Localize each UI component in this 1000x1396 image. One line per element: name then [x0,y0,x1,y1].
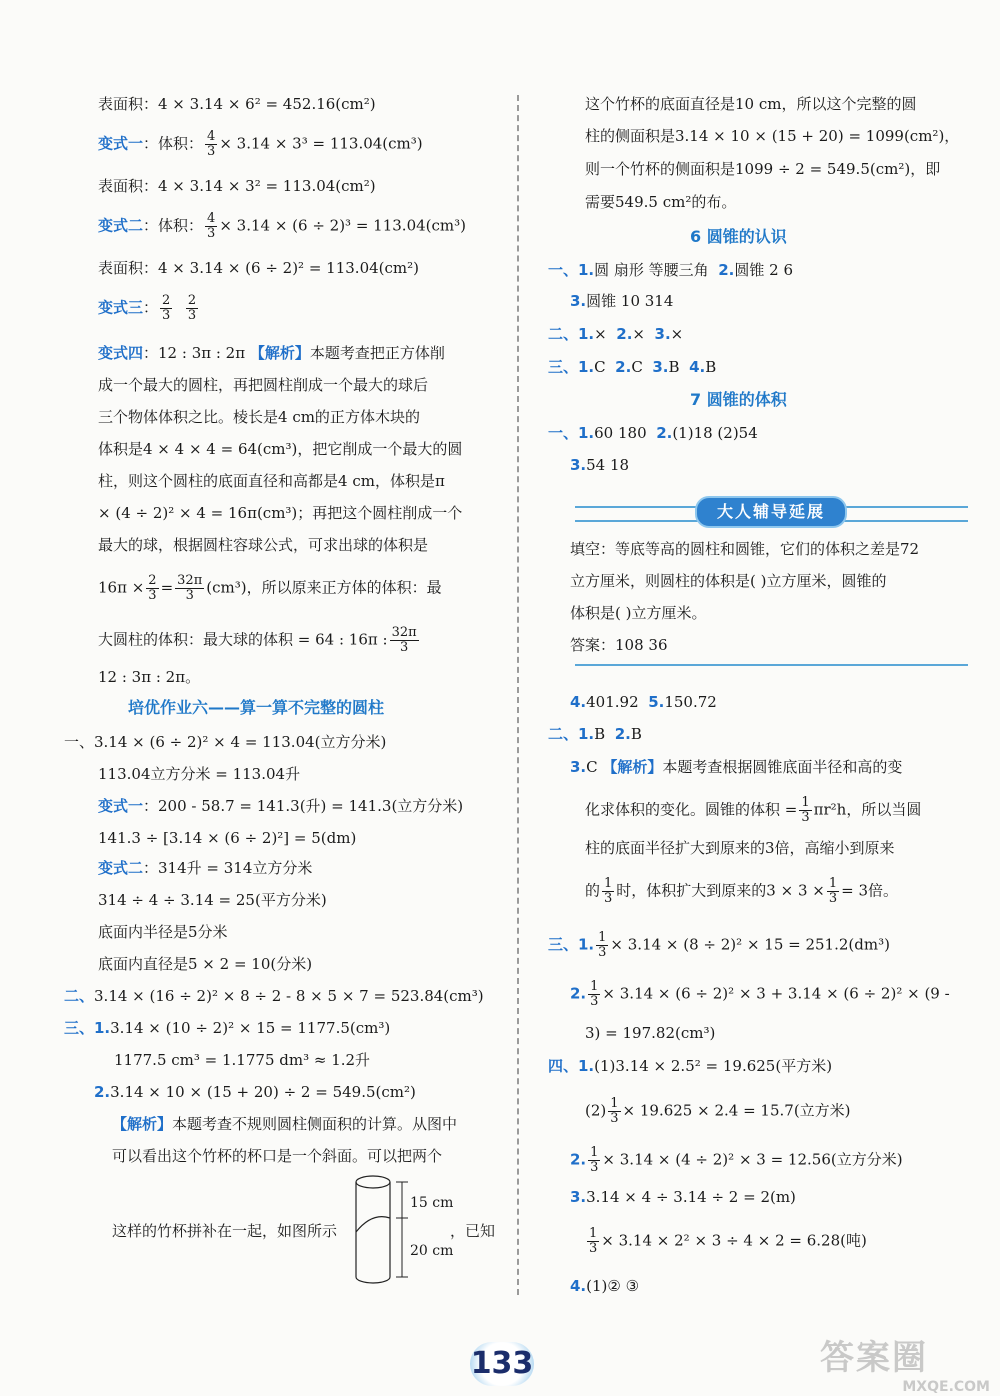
line: 3) = 197.82(cm³) [585,1024,716,1042]
line: (2) $\frac{1}{3}$ × 19.625 × 2.4 = 15.7(立方米) [585,1096,851,1126]
watermark: 答案圈 MXQE.COM [820,1338,990,1395]
line: 立方厘米，则圆柱的体积是( )立方厘米，圆锥的 [570,572,887,590]
line: 三个物体体积之比。棱长是4 cm的正方体木块的 [98,408,420,426]
line: 柱的底面半径扩大到原来的3倍，高缩小到原来 [585,839,895,857]
line: 141.3 ÷ [3.14 × (6 ÷ 2)²] = 5(dm) [98,829,357,847]
line: 底面内半径是5分米 [98,923,228,941]
line: 【解析】本题考查不规则圆柱侧面积的计算。从图中 [112,1115,458,1133]
fraction: $\frac{4}{3}$ [207,129,216,159]
text: ：体积： [143,134,204,153]
line: 二、1.B 2.B [548,725,642,743]
text: ：12 : 3π : 2π [143,344,246,362]
fraction: $\frac{2}{3}$ [187,293,197,323]
text: × 3.14 × 3³ = 113.04(cm³) [219,134,423,153]
line: × (4 ÷ 2)² × 4 = 16π(cm³)；再把这个圆柱削成一个 [98,504,463,522]
fraction: $\frac{1}{3}$ [610,1096,619,1126]
line: 变式三： $\frac{2}{3}$ $\frac{2}{3}$ [98,293,197,323]
line: 三、1.3.14 × (10 ÷ 2)² × 15 = 1177.5(cm³) [64,1019,391,1037]
banner-rule [575,664,968,672]
line: 变式二：314升 = 314立方分米 [98,859,313,877]
line: 表面积：4 × 3.14 × (6 ÷ 2)² = 113.04(cm²) [98,259,419,277]
line: 成一个最大的圆柱，再把圆柱削成一个最大的球后 [98,376,429,394]
fraction: $\frac{1}{3}$ [598,930,607,960]
fraction: $\frac{2}{3}$ [162,293,171,323]
column-divider [517,95,519,1295]
line: 这样的竹杯拼补在一起，如图所示 [112,1222,338,1240]
line: 化求体积的变化。圆锥的体积 = $\frac{1}{3}$ πr²h，所以当圆 [585,795,922,825]
fraction: $\frac{1}{3}$ [589,1226,598,1256]
line: 3.3.14 × 4 ÷ 3.14 ÷ 2 = 2(m) [570,1188,796,1206]
cylinder-figure [352,1172,452,1287]
text: × 3.14 × (6 ÷ 2)³ = 113.04(cm³) [219,216,466,235]
fraction: $\frac{32\pi}{3}$ [391,625,417,655]
figure-label: 20 cm [410,1243,454,1259]
line: 底面内直径是5 × 2 = 10(分米) [98,955,313,973]
line: 3.54 18 [570,456,630,474]
line: 柱，则这个圆柱的底面直径和高都是4 cm，体积是π [98,472,445,490]
text: ：体积： [143,216,204,235]
line: 体积是4 × 4 × 4 = 64(cm³)，把它削成一个最大的圆 [98,440,463,458]
extension-banner: 大人辅导延展 [695,496,847,528]
line: 12 : 3π : 2π。 [98,668,201,686]
fraction: $\frac{1}{3}$ [801,795,810,825]
label: 变式四 [98,344,144,362]
line: ，已知 [450,1222,496,1240]
line: 最大的球，根据圆柱容球公式，可求出球的体积是 [98,536,429,554]
line: 3.C 【解析】本题考查根据圆锥底面半径和高的变 [570,758,903,776]
line: 一、3.14 × (6 ÷ 2)² × 4 = 113.04(立方分米) [64,733,387,751]
line: 二、3.14 × (16 ÷ 2)² × 8 ÷ 2 - 8 × 5 × 7 = 523.84(cm³) [64,987,484,1005]
line: 答案：108 36 [570,636,668,654]
fraction: $\frac{1}{3}$ [590,1145,599,1175]
fraction: $\frac{1}{3}$ [828,876,838,906]
line: 一、1.圆 扇形 等腰三角 2.圆锥 2 6 [548,261,793,279]
line: 4.401.92 5.150.72 [570,693,717,711]
line: 三、1.C 2.C 3.B 4.B [548,358,717,376]
fraction: $\frac{1}{3}$ [604,876,613,906]
jiexi-label: 【解析】 [249,344,310,362]
section-title: 培优作业六——算一算不完整的圆柱 [128,698,385,717]
line: 的 $\frac{1}{3}$ 时，体积扩大到原来的3 × 3 × $\frac{1}{3}$ = 3倍。 [585,876,898,906]
line: 113.04立方分米 = 113.04升 [98,765,301,783]
page-number: 133 [470,1342,534,1386]
label: 变式三 [98,298,144,317]
line: 4.(1)② ③ [570,1277,640,1295]
line: 可以看出这个竹杯的杯口是一个斜面。可以把两个 [112,1147,443,1165]
line: 填空：等底等高的圆柱和圆锥，它们的体积之差是72 [570,540,920,558]
fraction: $\frac{32\pi}{3}$ [177,573,203,603]
line: 2. $\frac{1}{3}$ × 3.14 × (6 ÷ 2)² × 3 + 3.14 × (6 ÷ 2)² × (9 - [570,979,950,1009]
line: 1177.5 cm³ = 1.1775 dm³ ≈ 1.2升 [114,1051,371,1069]
line: 变式一：200 - 58.7 = 141.3(升) = 141.3(立方分米) [98,797,464,815]
line: 二、1.× 2.× 3.× [548,325,684,343]
line: 2. $\frac{1}{3}$ × 3.14 × (4 ÷ 2)² × 3 = 12.56(立方分米) [570,1145,903,1175]
line: $\frac{1}{3}$ × 3.14 × 2² × 3 ÷ 4 × 2 = 6.28(吨) [589,1226,867,1256]
line: 表面积：4 × 3.14 × 3² = 113.04(cm²) [98,177,376,195]
line: 314 ÷ 4 ÷ 3.14 = 25(平方分米) [98,891,327,909]
section-title: 6 圆锥的认识 [690,227,787,246]
fraction: $\frac{4}{3}$ [207,211,216,241]
line: 16π × $\frac{2}{3}$ = $\frac{32\pi}{3}$ (cm³)，所以原来正方体的体积：最 [98,573,442,603]
line: 大圆柱的体积：最大球的体积 = 64 : 16π : $\frac{32\pi}{3}$ [98,625,417,655]
line: 则一个竹杯的侧面积是1099 ÷ 2 = 549.5(cm²)，即 [585,160,941,178]
text: 本题考查把正方体削 [309,344,445,362]
line: 柱的侧面积是3.14 × 10 × (15 + 20) = 1099(cm²)， [585,127,960,145]
line [98,212,466,241]
section-title: 7 圆锥的体积 [690,390,787,409]
line: 四、1.(1)3.14 × 2.5² = 19.625(平方米) [548,1057,833,1075]
line [98,130,423,159]
line [98,342,445,364]
line: 三、1. $\frac{1}{3}$ × 3.14 × (8 ÷ 2)² × 15 = 251.2(dm³) [548,930,890,960]
label: 变式一 [98,134,144,153]
fraction: $\frac{2}{3}$ [148,573,157,603]
line: 3.圆锥 10 314 [570,292,674,310]
figure-label: 15 cm [410,1195,454,1211]
line: 需要549.5 cm²的布。 [585,193,737,211]
line: 这个竹杯的底面直径是10 cm，所以这个完整的圆 [585,95,917,113]
line: 体积是( )立方厘米。 [570,604,707,622]
line: 一、1.60 180 2.(1)18 (2)54 [548,424,758,442]
line: 表面积：4 × 3.14 × 6² = 452.16(cm²) [98,95,376,113]
line: 2.3.14 × 10 × (15 + 20) ÷ 2 = 549.5(cm²) [94,1083,416,1101]
label: 变式二 [98,216,144,235]
fraction: $\frac{1}{3}$ [590,979,599,1009]
